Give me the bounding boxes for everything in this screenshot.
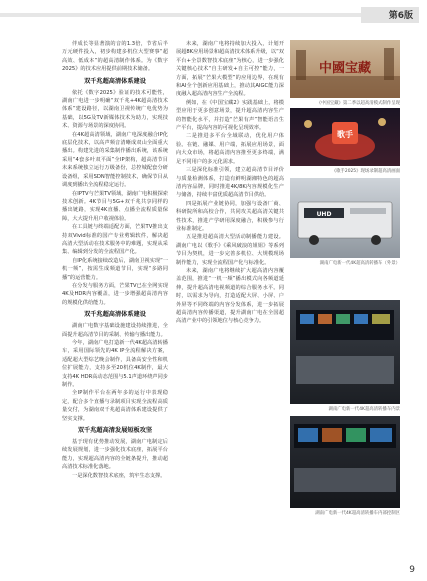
paragraph: 一是深化数智技术底座，筑牢生态支撑。	[72, 472, 166, 479]
paragraph: 在IPTV与芒果TV领域，湖南广电积极探索技术创新。4K节目与5G+双千兆共享同样的播出链路，实现4K直播、点播全流程质量保障，大大提升用户收视体验。	[62, 190, 168, 222]
paragraph: 四是拓展产业链协同，加强与设备厂商、科研院所和高校合作，共同攻关超高清关键共性技术，推进产学研用深度融合，积极参与行业标准制定。	[176, 200, 284, 232]
header-stripe	[0, 13, 363, 17]
photo-ob-van-art	[290, 178, 400, 258]
photo-van-interior-1-art	[290, 300, 400, 404]
article-column-2	[176, 40, 284, 562]
section-heading: 双千兆超高清体系建设	[84, 311, 146, 319]
photo-caption: 《歌手2025》现场录制超高清画面	[331, 169, 400, 174]
photo-caption: 《中国宝藏》第二季以超高清模式制作呈现	[316, 101, 400, 106]
photo-title-art: 中國宝藏	[318, 61, 372, 76]
paragraph: 伴成长等显著演的音的1.3倍，节省后半万元硬件投入，初步构建多机位大型赛事“超高效、低成本”的超高清制作体系。为《数字2025》的技术应用提供前期技术储备。	[62, 41, 168, 73]
paragraph: 五是推进超高清大型活动制播能力建设。湖南广电以《歌手》《乘风破浪的姐姐》等系列节目为契机，进一步完善多机位、大规模现场制作能力，实现全流程国产化与标准化。	[176, 234, 284, 266]
paragraph: 未来，湖南广电将继续扩大超高清内容覆盖范围，推进“一机一频”播出模式向各频道延伸，提升超高清电视频道的综合服务水平。同时，以需求为导向，打造适配大屏、小屏、户外屏等不同终端的内容分发体系，进一步拓展超高清内容传播渠道，提升湖南广电在全国超高清产业中的引领地位与核心竞争力。	[176, 267, 284, 325]
issue-label: 第6版	[388, 11, 413, 21]
paragraph: 基于现有优势推动发展，湖南广电制定后续发展规划，进一步强化技术底座，拓展平台能力，实现超高清内容的全链条提升，推动超高清技术标准化落地。	[62, 439, 168, 471]
photo-van-interior-2	[290, 416, 400, 508]
page-header	[0, 6, 427, 24]
paragraph: 在4K超高清领域，湖南广电深度融合IP化底层化技术，以高声频音清晰成双山全面重大播出。构建先进的采集制作播出系统，该系统采用“4套多叶双平面”全IP架构，超高清节目未来系统独立运行万级备份，总控城配套分研设备组，采用SDN智能控制技术，确保节目从调度到播出全流程稳定运行。	[62, 131, 168, 189]
section-heading: 双千兆超高清体系建设	[84, 77, 146, 85]
photo-stage-art	[290, 108, 400, 166]
paragraph: 湖南广电数字基础设施建设持续推进，全面提升超高清节目的采制、传输与播出能力。	[62, 323, 168, 338]
paragraph: 在分发与服务方面，芒果TV已在全网实现4K及HDR内容覆盖，进一步增强超高清内容的规模化供给能力。	[62, 282, 168, 306]
photo-caption: 湖南广电新一代4K超高清转播车内景	[328, 407, 400, 412]
photo-caption: 湖南广电新一代4K超高清转播车内部控制区	[315, 511, 400, 516]
section-heading: 双千兆超高清发展短板攻坚	[77, 427, 153, 435]
paragraph: 例如，在《中国宝藏2》实践基础上，将模型应用于更多创意场景，提升超高清内容生产的智能化水平，并打造“芒果有声”智能语音生产平台，提高内容的可视化呈现效率。	[176, 99, 284, 132]
paragraph: 在工具链与终端适配方面，芒果TV推出支持双Vivid标准的国产专业剪辑软件，解决超高清大型活动在技术服务中的难题，实现从采集、编辑到分发的全流程国产化。	[62, 224, 168, 256]
paragraph: 全IP制作平台在两年多的运行中表现稳定，配合多个直播与录制项目实现全流程高质量交付，为湖南双千兆超高清体系建设提供了坚实支撑。	[62, 390, 168, 422]
article-column-1	[62, 40, 168, 562]
paragraph: 二是推进多平台全域联动，优化用户体验。在链、融媒、用户端，拓展应用场景，面向大众市场，将超高清内容推至更多终端，满足不同用户的多元化需求。	[176, 133, 284, 165]
photo-ob-van	[290, 178, 400, 258]
photo-stage	[290, 108, 400, 166]
photo-banner-text: 歌手	[337, 130, 353, 139]
paragraph: 未来，湖南广电将持续加大投入，计划开展超8K应用场景和超高清技术体系升级，以“双平台+全景数智技术底座”为核心，进一步强化关键核心技术“自主研发+自主可控”能力，一方面，拓展“芒果大模型”的应用边界，在现有和AI全个创新应用基础上，推动其AIGC能力深度融入超高清内容生产全流程。	[176, 41, 284, 98]
photo-zhongguo-baozang-art	[290, 40, 400, 98]
photo-van-interior-2-art	[290, 416, 400, 508]
paragraph: 自IP化系统接续改造后，湖南卫视实现“一机一频”，按需生成频道节目，实现“多路同播”的运营能力。	[62, 257, 168, 281]
photo-caption: 湖南广电新一代4K超高清转播车（外景）	[319, 261, 400, 266]
paragraph: 今年，湖南广电打造新一代4K超高清转播车，采用国际领先的4K IP全流程解决方案，适配超大型综艺晚会制作，具备高安全性和机位扩展能力，支持多至20机位4K制作，最大支持4K HDR高动态范围与5.1声道环绕声同步制作。	[62, 340, 168, 389]
page-number: 9	[409, 565, 415, 575]
paragraph: 三是深化标准引领，建立超高清节目评价与质量检测体系，打造有鲜明湖湘特色的超高清内容品牌，同时推进4K/8K内容规模化生产与储备，持续丰富优质超高清节目供给。	[176, 167, 284, 199]
photo-van-interior-1	[290, 300, 400, 404]
van-logo: UHD	[316, 211, 332, 218]
paragraph: 依托《数字2025》验证的技术可能性，湖南广电进一步明确“双千兆+4K超高清技术体系”建设路径，以湖南卫视传统广电优势为基础，以5G及TV新媒体技术为助力，实现技术、资源与场景的深度协同。	[62, 89, 168, 130]
photo-zhongguo-baozang	[290, 40, 400, 98]
